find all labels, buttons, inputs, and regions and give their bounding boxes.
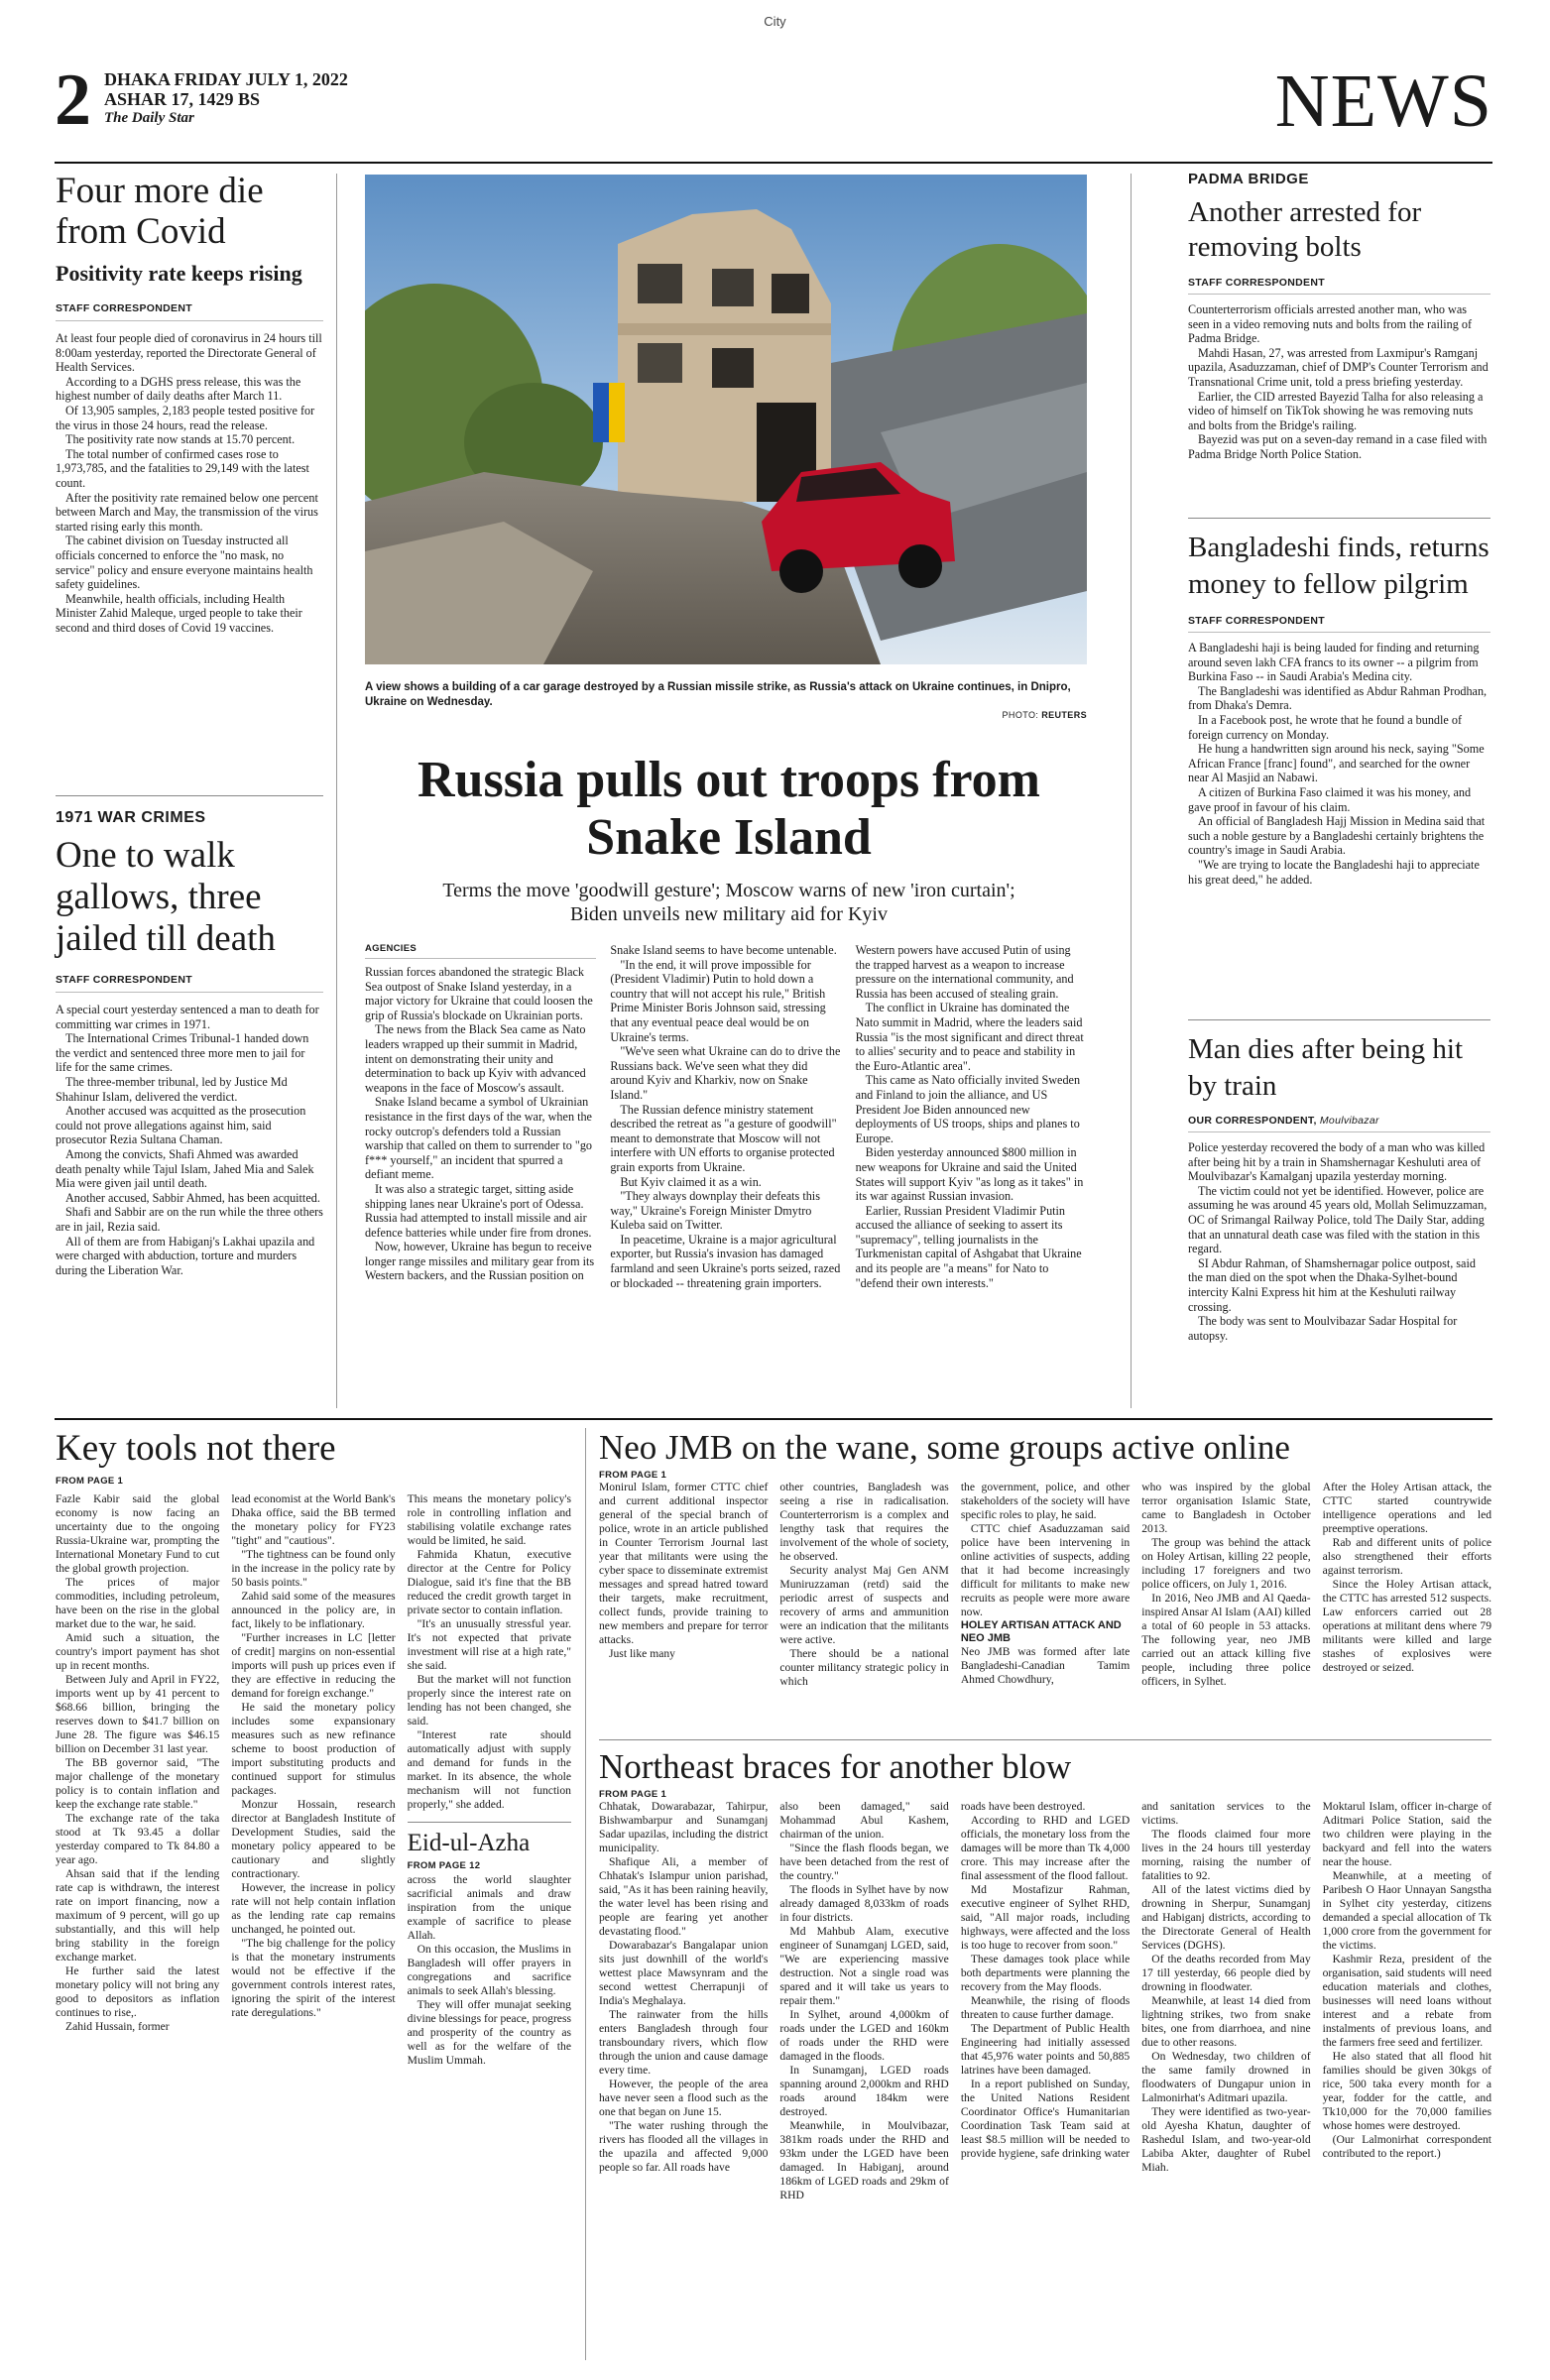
train-byline-label: OUR CORRESPONDENT, [1188, 1115, 1317, 1127]
paragraph: But Kyiv claimed it as a win. [620, 1174, 762, 1189]
paragraph: Neo JMB was formed after late Bangladeshi-Canadian Tamim Ahmed Chowdhury, [960, 1645, 1131, 1686]
paragraph: Snake Island became a symbol of Ukrainian resistance in the first days of the war, when the rocky outcrop's defenders told a Russian warship that called on them to surrender to "go f*** yourself," an incident that spurred a defiant meme. [365, 1095, 593, 1182]
paragraph: Just like many [609, 1647, 675, 1660]
paragraph: Of the deaths recorded from May 17 till yesterday, 66 people died by drowning in floodwater. [1141, 1953, 1311, 1993]
paragraph: Meanwhile, health officials, including Health Minister Zahid Maleque, urged people to take their second and third doses of Covid 19 vaccines. [56, 591, 302, 635]
paragraph: The Department of Public Health Engineering had initially assessed that 45,976 water points and 50,885 latrines have been damaged. [960, 2022, 1131, 2077]
paragraph: The prices of major commodities, including petroleum, have been on the rise in the global market due to the war, he said. [56, 1576, 220, 1630]
paragraph: Now, however, Ukraine has begun to receive longer range missiles and military gear from its Western backers, and the Russian position on [365, 1240, 595, 1283]
paragraph: the government, police, and other stakeholders of the society will have specific roles to play, he said. [960, 1481, 1131, 1521]
keytools-col-1 [56, 1492, 219, 2068]
paragraph: On Wednesday, two children of the same family drowned in floodwaters of Dungapur union in Lalmonirhat's Aditmari upazila. [1141, 2050, 1311, 2104]
paragraph: Another accused, Sabbir Ahmed, has been acquitted. [65, 1190, 320, 1205]
photo-caption [365, 680, 1087, 710]
northeast-headline: Northeast braces for another blow [599, 1747, 1072, 1786]
covid-subhead: Positivity rate keeps rising [56, 261, 302, 286]
keytools-col-3-wrap [408, 1492, 571, 2068]
dateline: DHAKA FRIDAY JULY 1, 2022 [104, 69, 348, 89]
paragraph: It was also a strategic target, sitting aside shipping lanes near Ukraine's port of Odessa. Russia had attempted to install missile and air defence batteries while under fire from drones. [365, 1181, 592, 1240]
paragraph: Mahdi Hasan, 27, was arrested from Laxmipur's Ramganj upazila, Asaduzzaman, chief of DMP's Counter Terrorism and Transnational Crime unit, told a press briefing yesterday. [1188, 345, 1489, 389]
column-rule [585, 1428, 586, 2360]
padma-kicker: PADMA BRIDGE [1188, 171, 1309, 187]
paragraph: other countries, Bangladesh was seeing a rise in radicalisation. Counterterrorism is a complex and lengthy task that requires the involvement of the whole of society, he observed. [779, 1481, 949, 1563]
pilgrim-body [1188, 641, 1490, 887]
paragraph: Police yesterday recovered the body of a man who was killed after being hit by a train in Shamshernagar Keshuluti area of Moulvibazar's Kamalganj upazila yesterday morning. [1188, 1140, 1486, 1184]
russia-col-1 [365, 943, 596, 1290]
train-story [1188, 1031, 1490, 1343]
neojmb-story [599, 1428, 1491, 1689]
paragraph: After the Holey Artisan attack, the CTTC started countrywide intelligence operations and led preemptive operations. [1322, 1481, 1492, 1535]
paragraph: In a Facebook post, he wrote that he found a bundle of foreign currency on Monday. [1188, 712, 1463, 742]
neojmb-col-1 [599, 1481, 768, 1689]
paragraph: They will offer munajat seeking divine blessings for peace, progress and prosperity of the country as well as for the welfare of the Muslim Ummah. [407, 1998, 571, 2067]
paragraph: However, the people of the area have never seen a flood such as the one that began on June 15. [599, 2078, 769, 2118]
photo-credit-source: REUTERS [1041, 710, 1087, 720]
keytools-from-page: FROM PAGE 1 [56, 1476, 124, 1487]
paragraph: "We've seen what Ukraine can do to drive the Russians back. We've seen what they did around Kyiv and Kharkiv, now on Snake Island." [610, 1044, 841, 1102]
paragraph: roads have been destroyed. [960, 1800, 1086, 1813]
paragraph: CTTC chief Asaduzzaman said police have been intervening in online activities of suspects, adding that it had become increasingly difficult for militants to make new recruits as people were more aware now. [960, 1522, 1131, 1618]
paragraph: The rainwater from the hills enters Bangladesh through four transboundary rivers, which flow through the union and cause damage every time. [599, 2008, 769, 2077]
neojmb-col-3 [961, 1481, 1130, 1689]
paragraph: who was inspired by the global terror organisation Islamic State, came to Bangladesh in October 2013. [1141, 1481, 1311, 1535]
paragraph: Among the convicts, Shafi Ahmed was awarded death penalty while Tajul Islam, Jahed Mia and Salek Mia were given jail until death. [56, 1146, 314, 1191]
russia-body [365, 943, 1087, 1290]
neojmb-subhead: HOLEY ARTISAN ATTACK AND NEO JMB [960, 1619, 1122, 1644]
northeast-col-4 [1141, 1800, 1310, 2202]
paragraph: According to a DGHS press release, this was the highest number of daily deaths after March 11. [56, 374, 301, 404]
paragraph: Fazle Kabir said the global economy is now facing an uncertainty due to the ongoing Russia-Ukraine war, prompting the International Monetary Fund to cut the global growth projection. [56, 1492, 220, 1575]
masthead [55, 61, 1492, 161]
paragraph: Meanwhile, at a meeting of Paribesh O Haor Unnayan Sangstha in Sylhet city yesterday, citizens demanded a special allocation of Tk 1,000 crore from the government for the victims. [1322, 1869, 1492, 1952]
paragraph: There should be a national counter militancy strategic policy in which [779, 1647, 949, 1688]
paragraph: He further said the latest monetary policy will not bring any good to depositors as inflation continues to rise,. [56, 1964, 220, 2019]
paragraph: "Since the flash floods began, we have been detached from the rest of the country." [779, 1842, 949, 1882]
pilgrim-headline: Bangladeshi finds, returns money to fellow pilgrim [1188, 532, 1490, 600]
paragraph: Snake Island seems to have become untenable. [610, 943, 837, 957]
paragraph: Meanwhile, at least 14 died from lightning strikes, two from snake bites, one from diarrhoea, and nine due to other reasons. [1141, 1994, 1311, 2049]
paragraph: Security analyst Maj Gen ANM Muniruzzaman (retd) said the periodic arrest of suspects and recovery of arms and ammunition were an indication that the militants were active. [779, 1564, 949, 1646]
keytools-story [56, 1428, 571, 2068]
paragraph: The conflict in Ukraine has dominated the Nato summit in Madrid, where the leaders said Russia "is the most significant and direct threat to allies' security and to peace and stability in the Euro-Atlantic area". [855, 1001, 1084, 1073]
paragraph: "They always downplay their defeats this way," Ukraine's Foreign Minister Dmytro Kuleba said on Twitter. [610, 1189, 820, 1233]
paragraph: Earlier, the CID arrested Bayezid Talha for also releasing a video of himself on TikTok showing he was removing nuts and bolts from the Bridge's railing. [1188, 389, 1484, 432]
northeast-col-2 [779, 1800, 948, 2202]
neojmb-col-5 [1323, 1481, 1491, 1689]
paragraph: A citizen of Burkina Faso claimed it was his money, and gave proof in favour of his claim. [1188, 784, 1472, 814]
paragraph: According to RHD and LGED officials, the monetary loss from the damages will be more than Tk 4,000 crore. This may increase after the final assessment of the flood fallout. [960, 1814, 1131, 1882]
paragraph: Earlier, Russian President Vladimir Putin accused the alliance of seeking to assert its "supremacy", telling journalists in the Turkmenistan capital of Ashgabat that Ukraine and its people are "a means" for Nato to "defend their own interests." [855, 1203, 1082, 1290]
paragraph: "It's an unusually stressful year. It's not expected that private investment will rise at a high rate," she said. [407, 1617, 571, 1672]
train-byline-place: Moulvibazar [1319, 1115, 1379, 1127]
masthead-rule [55, 162, 1492, 164]
warcrimes-kicker: 1971 WAR CRIMES [56, 809, 206, 826]
section-divider [56, 795, 323, 796]
keytools-col-3 [408, 1492, 571, 1812]
destroyed-garage-photo [365, 175, 1087, 664]
paragraph: All of the latest victims died by drowning in Sherpur, Sunamganj and Habiganj districts, according to the Directorate General of Health Services (DGHS). [1141, 1883, 1311, 1952]
padma-story [1188, 171, 1490, 462]
paragraph: However, the increase in policy rate will not help contain inflation as the lending rate cap remains unchanged, he pointed out. [231, 1881, 396, 1936]
train-byline [1188, 1115, 1490, 1132]
pilgrim-story [1188, 530, 1490, 887]
paper-name: The Daily Star [104, 110, 194, 126]
padma-body [1188, 302, 1490, 462]
eid-headline: Eid-ul-Azha [407, 1830, 531, 1856]
paragraph: The news from the Black Sea came as Nato leaders wrapped up their summit in Madrid, intent on demonstrating their unity and determination to back up Kyiv with advanced weapons in the face of Moscow's assault. [365, 1022, 586, 1095]
paragraph: He also stated that all flood hit families should be given 30kgs of rice, 500 taka every month for a year, fodder for the cattle, and Tk10,000 for the 70,000 families whose homes were destroyed. [1322, 2050, 1492, 2132]
paragraph: "In the end, it will prove impossible for (President Vladimir) Putin to hold down a country that will not accept his rule," British Prime Minister Boris Johnson said, stressing that any eventual peace deal would be on Ukraine's terms. [610, 957, 826, 1044]
warcrimes-byline: STAFF CORRESPONDENT [56, 974, 323, 993]
section-divider [408, 1822, 571, 1823]
paragraph: Md Mahbub Alam, executive engineer of Sunamganj LGED, said, "We are experiencing massive destruction. Not a single road was spared and it will take us years to repair them." [779, 1925, 949, 2007]
northeast-col-5 [1323, 1800, 1491, 2202]
paragraph: across the world slaughter sacrificial animals and draw inspiration from the unique example of sacrifice to please Allah. [407, 1873, 571, 1942]
dateline-block [104, 69, 348, 127]
train-headline: Man dies after being hit by train [1188, 1033, 1464, 1102]
paragraph: After the positivity rate remained below one percent between March and May, the transmission of the virus started rising early this month. [56, 490, 318, 534]
section-label: City [764, 14, 786, 29]
neojmb-col-2 [779, 1481, 948, 1689]
paragraph: Zahid said some of the measures announced in the policy are, in fact, likely to be inflationary. [231, 1590, 396, 1630]
paragraph: and sanitation services to the victims. [1141, 1800, 1311, 1827]
keytools-headline: Key tools not there [56, 1428, 336, 1469]
eid-from-page: FROM PAGE 12 [407, 1860, 481, 1871]
section-divider [599, 1739, 1491, 1740]
paragraph: In Sylhet, around 4,000km of roads under the LGED and 160km of roads under the RHD were damaged in the floods. [779, 2008, 949, 2063]
padma-byline: STAFF CORRESPONDENT [1188, 277, 1490, 295]
paragraph: Fahmida Khatun, executive director at the Centre for Policy Dialogue, said it's fine that the BB reduced the credit growth target in private sector to contain inflation. [407, 1548, 571, 1616]
paragraph: The body was sent to Moulvibazar Sadar Hospital for autopsy. [1188, 1314, 1458, 1343]
paragraph: The floods claimed four more lives in the 24 hours till yesterday morning, raising the number of fatalities to 92. [1141, 1828, 1311, 1882]
paragraph: Biden yesterday announced $800 million in new weapons for Ukraine and said the United States will support Kyiv "as long as it takes" in its war against Russian invasion. [855, 1145, 1084, 1204]
page-number: 2 [55, 60, 91, 141]
paragraph: A special court yesterday sentenced a man to death for committing war crimes in 1971. [56, 1003, 319, 1031]
neojmb-headline: Neo JMB on the wane, some groups active online [599, 1428, 1290, 1467]
warcrimes-story [56, 809, 323, 1277]
column-rule [1131, 174, 1132, 1408]
neojmb-col-4 [1141, 1481, 1310, 1689]
paragraph: The cabinet division on Tuesday instructed all officials concerned to enforce the "no mask, no service" policy and ensure everyone maintains health safety guidelines. [56, 534, 313, 592]
paragraph: Another accused was acquitted as the prosecution could not prove allegations against him, said prosecutor Rezia Sultana Chaman. [56, 1104, 306, 1147]
paragraph: He said the monetary policy includes some expansionary measures such as new refinance scheme to boost production of import substituting products and continued support for stimulus packages. [231, 1701, 396, 1797]
paragraph: A Bangladeshi haji is being lauded for finding and returning around seven lakh CFA francs to its owner -- a pilgrim from Burkina Faso -- in Saudi Arabia's Medina city. [1188, 641, 1480, 684]
paragraph: Between July and April in FY22, imports went up by 41 percent to $68.66 billion, bringing the reserves down to $41.7 billion on June 28. The figure was $46.15 billion on December 31 last year. [56, 1673, 220, 1755]
covid-story [56, 171, 323, 635]
paragraph: The three-member tribunal, led by Justice Md Shahinur Islam, delivered the verdict. [56, 1074, 288, 1104]
paragraph: The positivity rate now stands at 15.70 percent. [65, 432, 296, 447]
pilgrim-byline: STAFF CORRESPONDENT [1188, 615, 1490, 633]
lower-section-rule [55, 1418, 1492, 1420]
paragraph: They were identified as two-year-old Ayesha Khatun, daughter of Rashedul Islam, and two-year-old Labiba Akter, daughter of Rubel Miah. [1141, 2105, 1311, 2174]
northeast-col-1 [599, 1800, 768, 2202]
paragraph: In peacetime, Ukraine is a major agricultural exporter, but Russia's invasion has damaged farmland and seen Ukraine's ports seized, razed or blockaded -- threatening grain importers. [610, 1232, 841, 1290]
paragraph: Of 13,905 samples, 2,183 people tested positive for the virus in those 24 hours, read the release. [56, 403, 315, 432]
paragraph: SI Abdur Rahman, of Shamshernagar police outpost, said the man died on the spot when the Dhaka-Sylhet-bound intercity Kalni Express hit him at the Keshuluti railway crossing. [1188, 1255, 1476, 1314]
paragraph: This means the monetary policy's role in controlling inflation and stabilising volatile exchange rates would be limited, he said. [407, 1492, 571, 1547]
paragraph: "The big challenge for the policy is that the monetary instruments would not be effective if the government controls interest rates, ignoring the spirit of the interest rate deregulations." [231, 1937, 396, 2019]
eid-body [408, 1873, 571, 2068]
paragraph: "The tightness can be found only in the increase in the policy rate by 50 basis points." [231, 1548, 396, 1589]
paragraph: The BB governor said, "The major challenge of the monetary policy is to contain inflation and keep the exchange rate stable." [56, 1756, 220, 1811]
russia-col-3 [856, 943, 1087, 1290]
paragraph: Kashmir Reza, president of the organisation, said students will need education materials and clothes, businesses will need loans without interest and a rebate from instalments of previous loans, and the farmers free seed and fertilizer. [1322, 1953, 1492, 2049]
paragraph: All of them are from Habiganj's Lakhai upazila and were charged with abduction, torture and murders during the Liberation War. [56, 1234, 315, 1277]
caption-text: A view shows a building of a car garage destroyed by a Russian missile strike, as Russia's attack on Ukraine continues, in Dnipro, Ukraine on Wednesday. [365, 681, 1071, 708]
paragraph: He hung a handwritten sign around his neck, saying "Some African France [franc] found", and searched for the owner near Al Masjid an Nabawi. [1188, 742, 1485, 785]
paragraph: Shafique Ali, a member of Chhatak's Islampur union parishad, said, "As it has been raining heavily, the water level has been rising and people are fearing yet another devastating flood." [599, 1855, 769, 1938]
paragraph: "Interest rate should automatically adjust with supply and demand for funds in the market. In its absence, the whole mechanism will not function properly," she added. [407, 1728, 571, 1811]
russia-headline: Russia pulls out troops from Snake Island [417, 752, 1040, 866]
paragraph: The total number of confirmed cases rose to 1,973,785, and the fatalities to 29,149 with the latest count. [56, 446, 309, 490]
warcrimes-headline: One to walk gallows, three jailed till death [56, 835, 276, 959]
paragraph: (Our Lalmonirhat correspondent contributed to the report.) [1322, 2133, 1492, 2160]
train-body [1188, 1140, 1490, 1343]
paragraph: The Bangladeshi was identified as Abdur Rahman Prodhan, from Dhaka's Demra. [1188, 683, 1488, 713]
paragraph: Chhatak, Dowarabazar, Tahirpur, Bishwambarpur and Sunamganj Sadar upazilas, including the district municipality. [599, 1800, 769, 1854]
paragraph: The Russian defence ministry statement described the retreat as "a gesture of goodwill" meant to demonstrate that Moscow will not interfere with UN efforts to organise protected grain exports from Ukraine. [610, 1102, 837, 1174]
paragraph: Dowarabazar's Bangalapar union sits just downhill of the world's wettest place Mawsynram and the second wettest Cherrapunji of India's Meghalaya. [599, 1939, 769, 2007]
paragraph: Ahsan said that if the lending rate cap is withdrawn, the interest rate on import financing, now a maximum of 9 percent, will go up substantially, and this will help bring stability in the foreign exchange market. [56, 1867, 220, 1964]
warcrimes-body [56, 1003, 323, 1277]
paragraph: Rab and different units of police also strengthened their efforts against terrorism. [1322, 1536, 1492, 1577]
photo-credit-label: PHOTO: [1002, 710, 1039, 720]
paragraph: The floods in Sylhet have by now already damaged 8,033km of roads in four districts. [779, 1883, 949, 1924]
paragraph: Since the Holey Artisan attack, the CTTC has arrested 512 suspects. Law enforcers carried out 28 operations at militant dens where 79 militants were killed and large stashes of explosives were destroyed or seized. [1322, 1578, 1492, 1674]
section-divider [1188, 518, 1490, 519]
paragraph: The exchange rate of the taka stood at Tk 93.45 a dollar yesterday compared to Tk 84.80 a year ago. [56, 1812, 220, 1866]
paragraph: Bayezid was put on a seven-day remand in a case filed with Padma Bridge North Police Station. [1188, 432, 1488, 461]
paragraph: Shafi and Sabbir are on the run while the three others are in jail, Rezia said. [56, 1205, 323, 1234]
paragraph: Meanwhile, the rising of floods threaten to cause further damage. [960, 1994, 1131, 2021]
neojmb-from-page: FROM PAGE 1 [599, 1470, 667, 1481]
paragraph: In Sunamganj, LGED roads spanning around 2,000km and RHD roads around 184km were destroyed. [779, 2064, 949, 2118]
news-photo [365, 175, 1087, 664]
paragraph: Meanwhile, in Moulvibazar, 381km roads under the RHD and 93km under the LGED have been damaged. In Habiganj, around 186km of LGED roads and 29km of RHD [779, 2119, 949, 2202]
paragraph: also been damaged," said Mohammad Abul Kashem, chairman of the union. [779, 1800, 949, 1841]
paragraph: In 2016, Neo JMB and Al Qaeda-inspired Ansar Al Islam (AAI) killed a total of 60 people in 53 attacks. The following year, neo JMB carried out an attack killing five people, including three police officers, in Sylhet. [1141, 1592, 1311, 1688]
page-title: NEWS [1274, 60, 1492, 143]
paragraph: lead economist at the World Bank's Dhaka office, said the BB termed the monetary policy for FY23 "tight" and "cautious". [231, 1492, 396, 1547]
paragraph: Russian forces abandoned the strategic Black Sea outpost of Snake Island yesterday, in a major victory for Ukraine that could loosen the grip of Russia's blockade on Ukrainian ports. [365, 965, 593, 1022]
russia-col-2 [610, 943, 841, 1290]
covid-headline: Four more die from Covid [56, 171, 264, 252]
bangla-date: ASHAR 17, 1429 BS [104, 89, 261, 109]
paragraph: These damages took place while both departments were planning the recovery from the May floods. [960, 1953, 1131, 1993]
padma-headline: Another arrested for removing bolts [1188, 196, 1422, 263]
paragraph: Moktarul Islam, officer in-charge of Aditmari Police Station, said the two children were playing in the backyard and fell into the waters near the house. [1322, 1800, 1492, 1868]
paragraph: At least four people died of coronavirus in 24 hours till 8:00am yesterday, reported the Directorate General of Health Services. [56, 331, 322, 375]
paragraph: On this occasion, the Muslims in Bangladesh will offer prayers in congregations and sacrifice animals to seek Allah's blessing. [407, 1943, 571, 1997]
paragraph: Monzur Hossain, research director at Bangladesh Institute of Development Studies, said the monetary policy appeared to be cautionary and slightly contractionary. [231, 1798, 396, 1880]
paragraph: "Further increases in LC [letter of credit] margins on non-essential imports will push up prices even if they are effective in reducing the demand for foreign exchange." [231, 1631, 396, 1700]
paragraph: Monirul Islam, former CTTC chief and current additional inspector general of the special branch of police, wrote in an article published in Counter Terrorism Journal last year that militants were using the cyber space to disseminate extremist messages and spread hatred toward their targets, make recruitment, collect funds, provide training to new members and prepare for terror attacks. [599, 1481, 769, 1646]
covid-byline: STAFF CORRESPONDENT [56, 302, 323, 321]
northeast-story [599, 1747, 1491, 2202]
russia-deck: Terms the move 'goodwill gesture'; Moscow warns of new 'iron curtain'; Biden unveils new military aid for Kyiv [442, 880, 1015, 925]
paragraph: Md Mostafizur Rahman, executive engineer of Sylhet RHD, said, "All major roads, including highways, were affected and the loss is too huge to recover from soon." [960, 1883, 1131, 1952]
paragraph: This came as Nato officially invited Sweden and Finland to join the alliance, and US President Joe Biden announced new deployments of US troops, ships and planes to Europe. [855, 1073, 1081, 1145]
paragraph: The victim could not yet be identified. However, police are assuming he was around 45 years old, Mollah Selimuzzaman, OC of Srimangal Railway Police, told The Daily Star, adding that an unnatural death case was filed with the station in this regard. [1188, 1183, 1488, 1256]
section-divider [1188, 1019, 1490, 1020]
paragraph: An official of Bangladesh Hajj Mission in Medina said that such a noble gesture by a Bangladeshi certainly brightens the country's image in Saudi Arabia. [1188, 814, 1486, 858]
photo-credit [365, 710, 1087, 720]
northeast-from-page: FROM PAGE 1 [599, 1789, 667, 1800]
paragraph: Western powers have accused Putin of using the trapped harvest as a weapon to increase pressure on the international community, and Russia has been accused of stealing grain. [855, 943, 1074, 1001]
paragraph: The International Crimes Tribunal-1 handed down the verdict and sentenced three more men to jail for life for the same crimes. [56, 1031, 309, 1075]
paragraph: In a report published on Sunday, the United Nations Resident Coordinator Office's Humanitarian Coordination Task Team said at least $8.5 million will be needed to provide hygiene, safe drinking water [960, 2078, 1131, 2160]
paragraph: "We are trying to locate the Bangladeshi haji to appreciate his great deed," he added. [1188, 857, 1480, 887]
russia-byline: AGENCIES [365, 943, 596, 959]
column-rule [336, 174, 337, 1408]
covid-body [56, 331, 323, 635]
keytools-col-2 [231, 1492, 395, 2068]
paragraph: "The water rushing through the rivers has flooded all the villages in the upazila and affected 9,000 people so far. All roads have [599, 2119, 769, 2174]
paragraph: Amid such a situation, the country's import payment has shot up in recent months. [56, 1631, 220, 1672]
paragraph: Counterterrorism officials arrested another man, who was seen in a video removing nuts and bolts from the railing of Padma Bridge. [1188, 302, 1473, 346]
paragraph: Zahid Hussain, former [65, 2020, 170, 2033]
paragraph: But the market will not function properly since the interest rate on lending has not been changed, she said. [407, 1673, 571, 1727]
paragraph: The group was behind the attack on Holey Artisan, killing 22 people, including 17 foreigners and two police officers, on July 1, 2016. [1141, 1536, 1311, 1591]
northeast-col-3 [961, 1800, 1130, 2202]
